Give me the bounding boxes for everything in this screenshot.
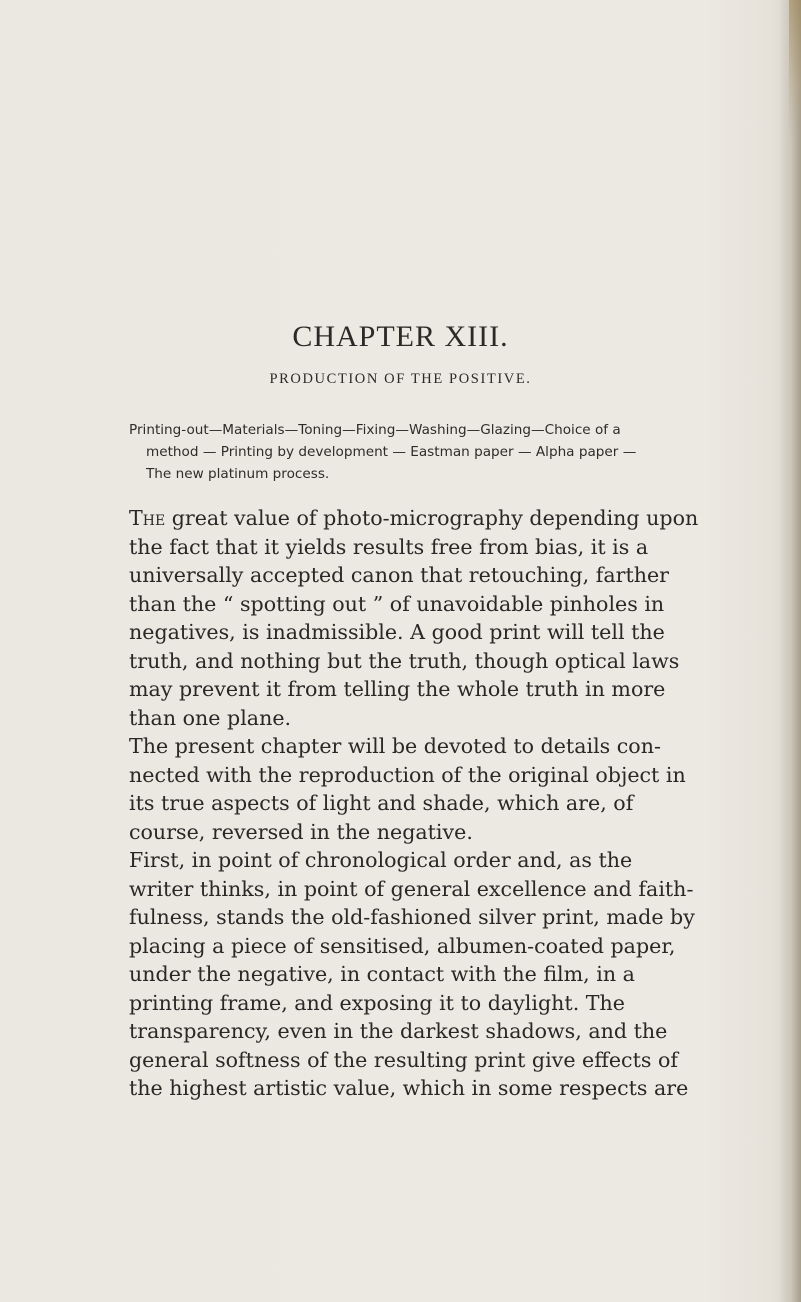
body-line: nected with the reproduction of the original object in (129, 762, 686, 787)
body-line: placing a piece of sensitised, albumen-coated paper, (129, 933, 676, 958)
body-text (129, 504, 765, 1103)
body-line: than the “ spotting out ” of unavoidable pinholes in (129, 591, 665, 616)
first-line-text: great value of photo-micrography depending upon (165, 506, 699, 530)
section-title: PRODUCTION OF THE POSITIVE. (269, 371, 532, 387)
body-line (129, 504, 765, 533)
body-line: the fact that it yields results free from bias, it is a (129, 534, 649, 559)
body-line: than one plane. (129, 705, 292, 730)
synopsis-line: The new platinum process. (146, 466, 330, 482)
body-line: course, reversed in the negative. (129, 819, 473, 844)
body-line: may prevent it from telling the whole truth in more (129, 677, 666, 701)
body-line: First, in point of chronological order and, as the (129, 848, 633, 872)
body-line: truth, and nothing but the truth, though optical laws (129, 648, 680, 673)
body-line: its true aspects of light and shade, which are, of (129, 791, 634, 815)
page-edge-stain (789, 0, 801, 140)
body-line: The present chapter will be devoted to details con- (129, 734, 661, 758)
body-line: writer thinks, in point of general excellence and faith- (129, 876, 694, 901)
body-line: transparency, even in the darkest shadows, and the (129, 1019, 668, 1043)
synopsis-line: method — Printing by development — Eastman paper — Alpha paper — (146, 444, 637, 460)
chapter-synopsis (129, 419, 763, 485)
chapter-title: CHAPTER XIII. (292, 320, 509, 353)
body-line: negatives, is inadmissible. A good print will tell the (129, 620, 665, 644)
body-line: under the negative, in contact with the film, in a (129, 962, 635, 986)
body-line: universally accepted canon that retouching, farther (129, 563, 670, 587)
drop-word: The (129, 506, 166, 530)
page-edge-shadow (779, 0, 801, 1302)
synopsis-line: Printing-out—Materials—Toning—Fixing—Washing—Glazing—Choice of a (129, 422, 621, 438)
body-line: printing frame, and exposing it to daylight. The (129, 990, 625, 1015)
body-line: fulness, stands the old-fashioned silver print, made by (129, 905, 695, 929)
body-line: the highest artistic value, which in some respects are (129, 1076, 689, 1100)
body-line: general softness of the resulting print give effects of (129, 1047, 679, 1072)
